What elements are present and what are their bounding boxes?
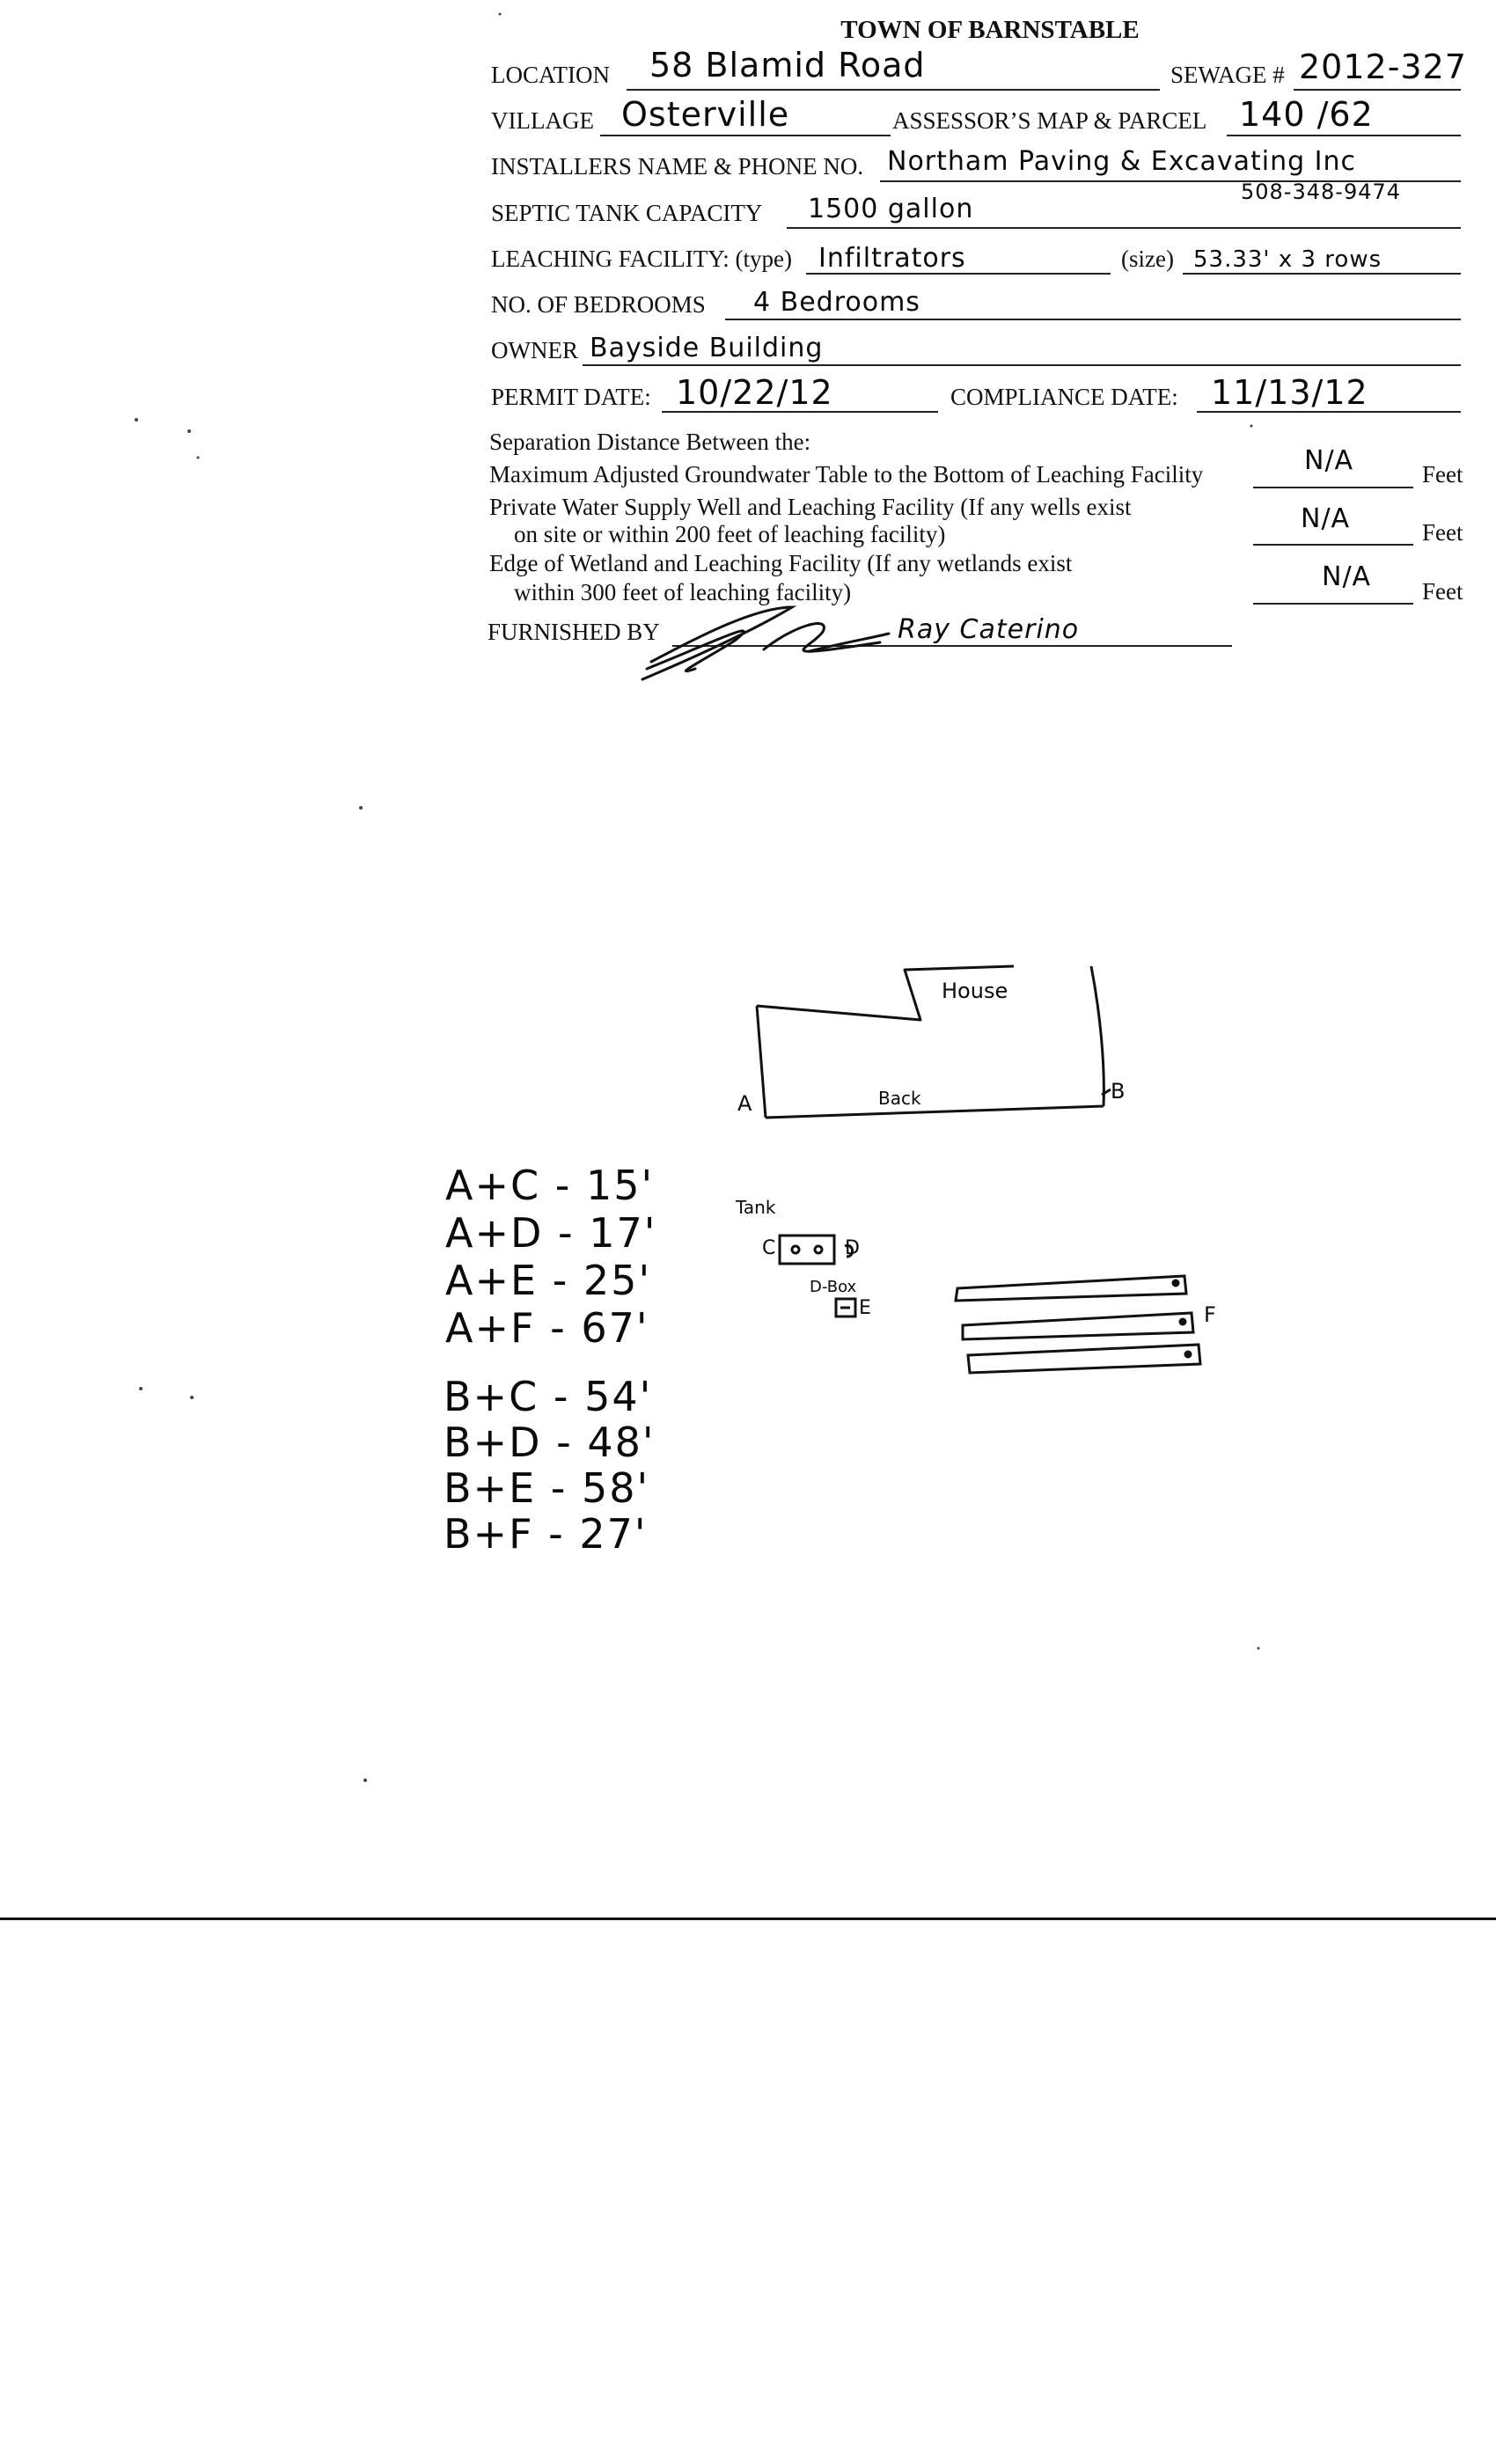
bedrooms-value: 4 Bedrooms bbox=[753, 287, 920, 318]
permit-date-value: 10/22/12 bbox=[676, 373, 833, 412]
measurement-a-e: A+E - 25' bbox=[445, 1257, 652, 1304]
village-label: VILLAGE bbox=[491, 107, 594, 134]
installer-label: INSTALLERS NAME & PHONE NO. bbox=[491, 153, 864, 180]
separation-row-3-text-cont: within 300 feet of leaching facility) bbox=[514, 579, 852, 605]
point-a-label: A bbox=[737, 1091, 752, 1116]
tank-value: 1500 gallon bbox=[808, 194, 974, 224]
point-b-label: B bbox=[1111, 1079, 1126, 1104]
measurement-a-d: A+D - 17' bbox=[445, 1209, 657, 1257]
separation-row-2-text-cont: on site or within 200 feet of leaching facility) bbox=[514, 521, 946, 547]
house-outline bbox=[757, 966, 1111, 1118]
separation-row-1-text: Maximum Adjusted Groundwater Table to the Bottom of Leaching Facility bbox=[489, 461, 1204, 488]
separation-row-2-value: N/A bbox=[1301, 503, 1351, 534]
owner-line bbox=[583, 364, 1461, 366]
compliance-date-value: 11/13/12 bbox=[1211, 373, 1368, 412]
separation-row-3-text: Edge of Wetland and Leaching Facility (If any wetlands exist bbox=[489, 550, 1073, 576]
leaching-size-value: 53.33' x 3 rows bbox=[1193, 246, 1382, 273]
measurement-b-d: B+D - 48' bbox=[444, 1419, 656, 1466]
location-value: 58 Blamid Road bbox=[649, 46, 926, 84]
separation-row-3-unit: Feet bbox=[1422, 578, 1463, 605]
leaching-size-label: (size) bbox=[1121, 246, 1174, 272]
installer-value: Northam Paving & Excavating Inc bbox=[887, 146, 1357, 177]
bedrooms-label: NO. OF BEDROOMS bbox=[491, 291, 706, 318]
tank-line bbox=[787, 227, 1461, 229]
form-title: TOWN OF BARNSTABLE bbox=[840, 16, 1140, 44]
tank-label: SEPTIC TANK CAPACITY bbox=[491, 200, 763, 226]
tank-label: Tank bbox=[736, 1197, 776, 1218]
village-value: Osterville bbox=[621, 95, 790, 134]
point-e-label: E bbox=[859, 1297, 871, 1319]
separation-row-1-unit: Feet bbox=[1422, 461, 1463, 488]
point-d-label: D bbox=[845, 1237, 860, 1259]
furnished-by-value: Ray Caterino bbox=[898, 614, 1080, 645]
page-bottom-rule bbox=[0, 1918, 1496, 1920]
village-line bbox=[600, 135, 891, 136]
separation-row-1-value: N/A bbox=[1304, 445, 1354, 476]
measurement-a-c: A+C - 15' bbox=[445, 1162, 655, 1209]
owner-value: Bayside Building bbox=[590, 333, 824, 363]
bedrooms-line bbox=[725, 319, 1461, 320]
separation-row-3-line bbox=[1253, 603, 1413, 605]
leaching-rows bbox=[956, 1276, 1200, 1373]
measurement-b-c: B+C - 54' bbox=[444, 1373, 653, 1420]
house-label: House bbox=[942, 979, 1008, 1003]
back-label: Back bbox=[878, 1088, 921, 1109]
separation-heading: Separation Distance Between the: bbox=[489, 429, 811, 455]
measurement-b-e: B+E - 58' bbox=[444, 1464, 650, 1512]
compliance-date-label: COMPLIANCE DATE: bbox=[950, 384, 1178, 410]
point-c-label: C bbox=[762, 1237, 776, 1259]
measurement-b-f: B+F - 27' bbox=[444, 1510, 648, 1558]
permit-date-label: PERMIT DATE: bbox=[491, 384, 651, 410]
distribution-box bbox=[836, 1299, 855, 1316]
separation-row-1-line bbox=[1253, 487, 1413, 488]
separation-row-2-line bbox=[1253, 544, 1413, 546]
leaching-type-value: Infiltrators bbox=[818, 243, 966, 274]
furnished-by-line bbox=[672, 645, 1232, 647]
point-f-label: F bbox=[1204, 1302, 1216, 1327]
owner-label: OWNER bbox=[491, 337, 578, 363]
location-line bbox=[627, 89, 1160, 91]
map-parcel-line bbox=[1227, 135, 1461, 136]
septic-tank bbox=[780, 1236, 853, 1264]
furnished-by-label: FURNISHED BY bbox=[488, 619, 660, 645]
separation-row-2-unit: Feet bbox=[1422, 519, 1463, 546]
leaching-size-line bbox=[1183, 273, 1461, 275]
map-parcel-value: 140 /62 bbox=[1239, 95, 1374, 134]
signature-scribble bbox=[642, 607, 889, 679]
location-label: LOCATION bbox=[491, 62, 610, 88]
scan-specks bbox=[135, 13, 1260, 1783]
installer-phone: 508-348-9474 bbox=[1241, 180, 1402, 204]
leaching-type-label: LEACHING FACILITY: (type) bbox=[491, 246, 792, 272]
measurement-a-f: A+F - 67' bbox=[445, 1304, 649, 1352]
separation-row-3-value: N/A bbox=[1322, 561, 1372, 592]
map-parcel-label: ASSESSOR’S MAP & PARCEL bbox=[892, 107, 1207, 134]
sewage-line bbox=[1294, 89, 1461, 91]
sewage-value: 2012-327 bbox=[1299, 48, 1467, 86]
dbox-label: D-Box bbox=[810, 1278, 857, 1296]
separation-row-2-text: Private Water Supply Well and Leaching Facility (If any wells exist bbox=[489, 494, 1132, 520]
sewage-label: SEWAGE # bbox=[1170, 62, 1285, 88]
